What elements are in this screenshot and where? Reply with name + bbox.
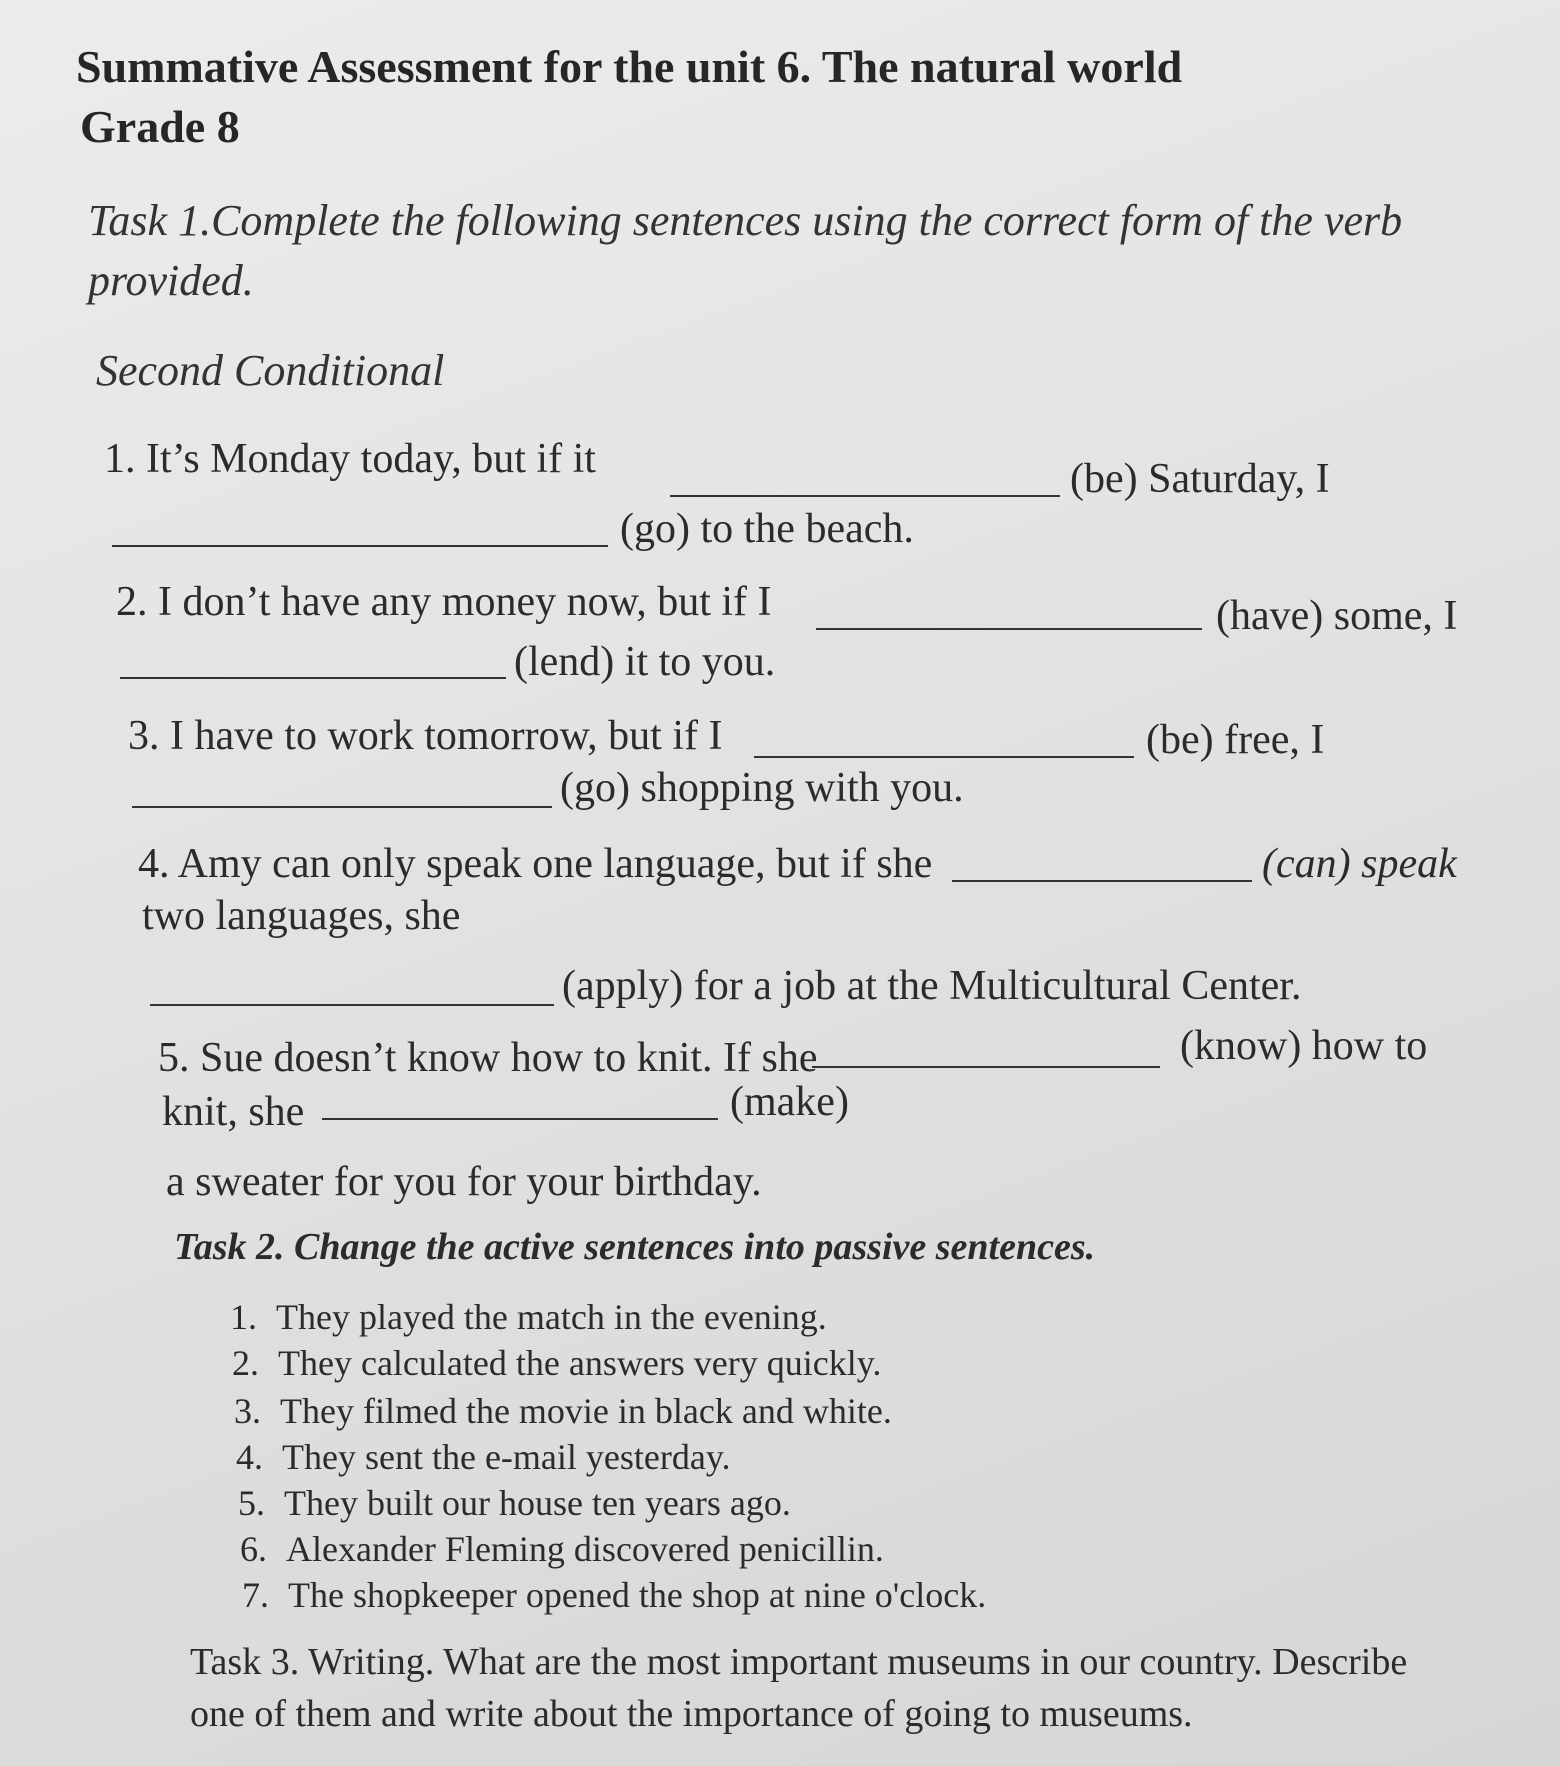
task2-item: 5. They built our house ten years ago.	[238, 1483, 791, 1523]
item5-blank-1[interactable]	[812, 1066, 1160, 1068]
grade-label: Grade 8	[80, 101, 240, 152]
item5-blank-2[interactable]	[322, 1118, 718, 1120]
item1-blank-2[interactable]	[112, 545, 608, 547]
page-title: Summative Assessment for the unit 6. The natural world	[76, 41, 1183, 92]
task3-line2: one of them and write about the importance of going to museums.	[190, 1693, 1193, 1735]
item2-part-c: (lend) it to you.	[514, 639, 776, 685]
item2-blank-2[interactable]	[120, 677, 506, 679]
item4-part-a: 4. Amy can only speak one language, but if she	[138, 841, 933, 887]
item5-part-b: (know) how to	[1180, 1023, 1428, 1069]
item3-blank-1[interactable]	[754, 756, 1134, 758]
task2-item: 7. The shopkeeper opened the shop at nine o'clock.	[242, 1575, 987, 1615]
item4-part-b: (can) speak	[1262, 841, 1457, 887]
item4-part-d: (apply) for a job at the Multicultural Center.	[562, 963, 1302, 1009]
task2-item: 1. They played the match in the evening.	[230, 1297, 827, 1337]
item1-part-b: (be) Saturday, I	[1070, 456, 1330, 502]
item2-blank-1[interactable]	[816, 628, 1202, 630]
task2-item: 4. They sent the e-mail yesterday.	[236, 1437, 731, 1477]
item2-part-a: 2. I don’t have any money now, but if I	[116, 579, 772, 625]
item1-blank-1[interactable]	[670, 495, 1060, 497]
item5-part-e: a sweater for you for your birthday.	[166, 1159, 762, 1205]
task2-item: 2. They calculated the answers very quickly.	[232, 1343, 882, 1383]
task2-title: Task 2. Change the active sentences into passive sentences.	[174, 1226, 1096, 1268]
item4-blank-2[interactable]	[150, 1004, 554, 1006]
item5-part-a: 5. Sue doesn’t know how to knit. If she	[158, 1035, 818, 1081]
item3-part-a: 3. I have to work tomorrow, but if I	[128, 713, 723, 759]
item4-part-c: two languages, she	[142, 893, 461, 939]
section-heading: Second Conditional	[96, 346, 445, 395]
item3-part-b: (be) free, I	[1146, 717, 1325, 763]
task2-item: 6. Alexander Fleming discovered penicillin.	[240, 1529, 884, 1569]
item4-blank-1[interactable]	[952, 880, 1252, 882]
item5-part-d: (make)	[730, 1079, 849, 1125]
task1-instruction-line2: provided.	[88, 256, 254, 305]
item2-part-b: (have) some, I	[1216, 593, 1458, 639]
item3-part-c: (go) shopping with you.	[560, 765, 964, 811]
item3-blank-2[interactable]	[132, 806, 552, 808]
item1-part-c: (go) to the beach.	[620, 506, 914, 552]
item5-part-c: knit, she	[162, 1089, 305, 1135]
task2-item: 3. They filmed the movie in black and white.	[234, 1391, 892, 1431]
item1-part-a: 1. It’s Monday today, but if it	[104, 436, 596, 482]
task1-instruction-line1: Task 1.Complete the following sentences using the correct form of the verb	[88, 196, 1403, 245]
task3-line1: Task 3. Writing. What are the most important museums in our country. Describe	[190, 1641, 1408, 1683]
